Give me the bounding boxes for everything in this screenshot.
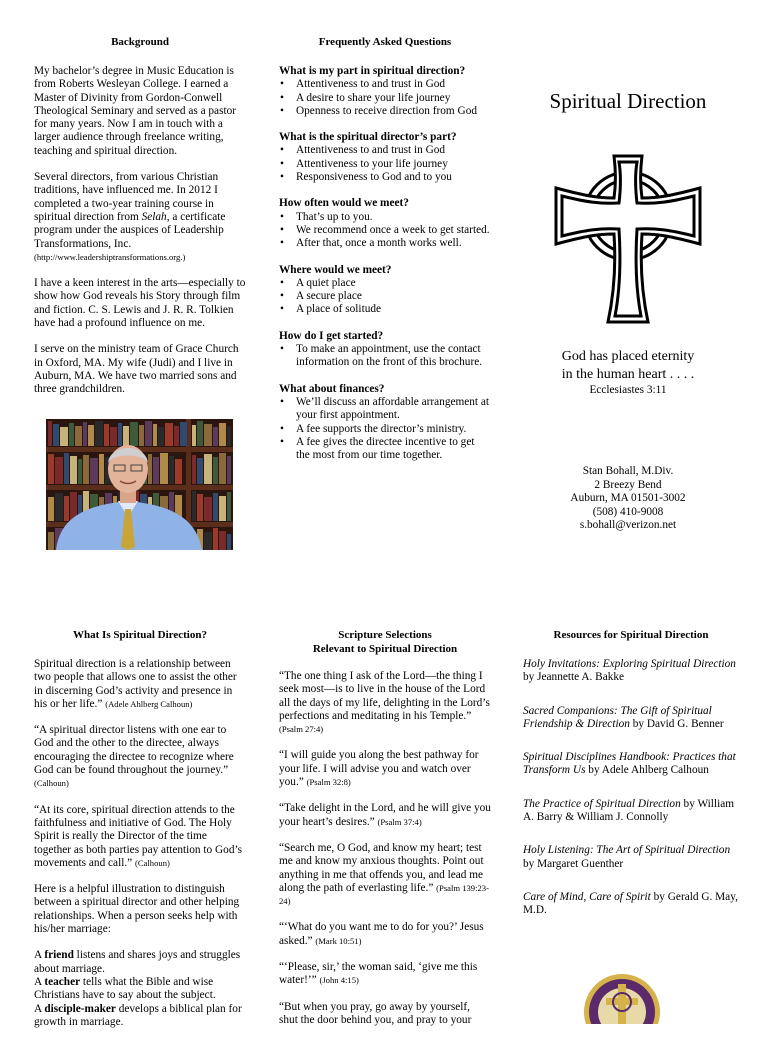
- faq-answer-list: [279, 78, 491, 118]
- faq-answer-item: • A desire to share your life journey: [279, 92, 491, 105]
- scripture-reference: (Psalm 37:4): [377, 816, 422, 827]
- scripture-list: [279, 670, 491, 1027]
- resource-item: [523, 891, 739, 918]
- background-heading: Background: [111, 36, 169, 48]
- role-teacher: A teacher tells what the Bible and wise Christians have to say about the subject.: [34, 975, 216, 1002]
- author-photo: [46, 419, 233, 550]
- resource-title: Holy Listening: The Art of Spiritual Direction: [523, 844, 731, 857]
- contact-street: 2 Breezy Bend: [594, 478, 662, 491]
- scripture-reference: (Psalm 139:23-24): [279, 882, 489, 907]
- scripture-reference: (John 4:15): [319, 975, 359, 986]
- faq-answer-list: [279, 211, 491, 251]
- resources-list: [523, 658, 739, 918]
- what-p3: “At its core, spiritual direction attends to the faithfulness and initiative of God. The Holy Spirit is really the Director of the time together as both parties pay attention to God’s movements and call.” (Calhoun): [34, 803, 243, 869]
- faq-answer-item: • Attentiveness to your life journey: [279, 158, 491, 171]
- contact-city: Auburn, MA 01501-3002: [570, 492, 686, 505]
- faq-answer-item: • A fee supports the director’s ministry.: [279, 423, 491, 436]
- background-panel: [34, 35, 246, 410]
- contact-phone[interactable]: (508) 410-9008: [592, 505, 664, 518]
- role-friend: A friend listens and shares joys and struggles about marriage.: [34, 949, 241, 975]
- resource-author: by Jeannette A. Bakke: [523, 671, 625, 684]
- background-p2: Several directors, from various Christian traditions, have influenced me. In 2012 I completed a two-year training course in spiritual direction from Selah, a certificate program under the auspices of Leadership Transformations, Inc. (http://www.leadershiptransformations.org.): [34, 171, 226, 262]
- emblem-icon: [582, 972, 662, 1024]
- resource-item: [523, 798, 739, 825]
- role-disciple-maker: A disciple-maker develops a biblical plan for growth in marriage.: [34, 1002, 242, 1028]
- what-p1: Spiritual direction is a relationship between two people that allows one to assist the other in discerning God’s activity and presence in his or her life.” (Adele Ahlberg Calhoun): [34, 658, 237, 710]
- faq-answer-item: • Attentiveness to and trust in God: [279, 144, 491, 157]
- brochure-title: Spiritual Direction: [549, 89, 707, 113]
- faq-question: What about finances?: [279, 382, 385, 395]
- verse-reference: Ecclesiastes 3:11: [589, 384, 667, 396]
- resources-panel: [523, 628, 739, 938]
- faq-heading: Frequently Asked Questions: [318, 36, 452, 48]
- faq-answer-item: • That’s up to you.: [279, 211, 491, 224]
- what-panel: [34, 628, 246, 1029]
- scripture-quote: “‘What do you want me to do for you?’ Jesus asked.” (Mark 10:51): [279, 921, 484, 947]
- scripture-quote: “Take delight in the Lord, and he will give you your heart’s desires.” (Psalm 37:4): [279, 802, 491, 828]
- faq-answer-list: [279, 343, 491, 370]
- scripture-quote: “But when you pray, go away by yourself, shut the door behind you, and pray to your: [279, 1000, 472, 1026]
- faq-question: Where would we meet?: [279, 263, 392, 276]
- verse-line-1: God has placed eternity: [561, 349, 695, 364]
- faq-answer-list: [279, 396, 491, 462]
- resource-author: by Gerald G. May, M.D.: [523, 890, 738, 917]
- scripture-quote: “The one thing I ask of the Lord—the thing I seek most—is to live in the house of the Lord all the days of my life, delighting in the Lord’s perfections and meditating in his Temple.” (Psalm 27:4): [279, 670, 490, 735]
- background-p4: I serve on the ministry team of Grace Church in Oxford, MA. My wife (Judi) and I live in Auburn, MA. We have two married sons and three grandchildren.: [34, 343, 239, 396]
- faq-answer-item: • A secure place: [279, 290, 491, 303]
- scripture-heading: Scripture Selections Relevant to Spiritual Direction: [312, 629, 458, 655]
- faq-question: What is the spiritual director’s part?: [279, 131, 457, 144]
- resource-author: by Adele Ahlberg Calhoun: [585, 764, 709, 777]
- scripture-quote: “I will guide you along the best pathway for your life. I will advise you and watch over you.” (Psalm 32:8): [279, 749, 479, 789]
- faq-answer-item: • A place of solitude: [279, 303, 491, 316]
- faq-question: How do I get started?: [279, 329, 384, 342]
- scripture-reference: (Mark 10:51): [315, 935, 362, 946]
- scripture-quote: “Search me, O God, and know my heart; test me and know my anxious thoughts. Point out anything in me that offends you, and lead me along the path of everlasting life.” (Psalm 139:23-24): [279, 841, 489, 907]
- faq-answer-list: [279, 144, 491, 184]
- resource-title: Care of Mind, Care of Spirit: [523, 890, 651, 903]
- faq-question: How often would we meet?: [279, 197, 409, 210]
- faq-answer-item: • To make an appointment, use the contact information on the front of this brochure.: [279, 343, 491, 370]
- resource-item: [523, 705, 739, 732]
- faq-question: What is my part in spiritual direction?: [279, 65, 466, 77]
- training-url: (http://www.leadershiptransformations.org.): [34, 251, 186, 262]
- verse-line-2: in the human heart . . . .: [561, 367, 695, 382]
- scripture-reference: (Psalm 27:4): [279, 724, 324, 735]
- contact-email[interactable]: s.bohall@verizon.net: [579, 519, 677, 532]
- what-heading: What Is Spiritual Direction?: [73, 629, 207, 641]
- contact-name: Stan Bohall, M.Div.: [582, 465, 674, 478]
- scripture-quote: “‘Please, sir,’ the woman said, ‘give me this water!’” (John 4:15): [279, 961, 478, 987]
- faq-answer-item: • A fee gives the directee incentive to get the most from our time together.: [279, 436, 491, 463]
- faq-answer-item: • We recommend once a week to get started.: [279, 224, 491, 237]
- background-p1: My bachelor’s degree in Music Education is from Roberts Wesleyan College. I earned a Master of Divinity from Gordon-Conwell Theological Seminary and served as a pastor for many years. Now I am in touch with a larger audience through freelance writing, teaching and spiritual direction.: [34, 65, 237, 157]
- faq-answer-item: • Openness to receive direction from God: [279, 105, 491, 118]
- resource-title: Holy Invitations: Exploring Spiritual Direction: [523, 658, 736, 670]
- faq-list: [279, 65, 491, 462]
- what-p4: Here is a helpful illustration to distinguish between a spiritual director and other helping relationships. When a person seeks help with his/her marriage:: [34, 883, 240, 936]
- scripture-reference: (Psalm 32:8): [306, 777, 351, 788]
- faq-answer-list: [279, 277, 491, 317]
- faq-answer-item: • A quiet place: [279, 277, 491, 290]
- faq-answer-item: • We’ll discuss an affordable arrangement at your first appointment.: [279, 396, 491, 423]
- resource-title: The Practice of Spiritual Direction: [523, 797, 681, 810]
- resource-item: [523, 844, 739, 871]
- scripture-panel: [279, 628, 491, 1040]
- celtic-cross-icon: [508, 154, 748, 324]
- faq-answer-item: • After that, once a month works well.: [279, 237, 491, 250]
- faq-answer-item: • Responsiveness to God and to you: [279, 171, 491, 184]
- resource-item: [523, 751, 739, 778]
- faq-answer-item: • Attentiveness to and trust in God: [279, 78, 491, 91]
- resource-title: Sacred Companions: The Gift of Spiritual Friendship & Direction: [523, 704, 712, 730]
- resources-heading: Resources for Spiritual Direction: [553, 629, 709, 641]
- faq-panel: [279, 35, 491, 475]
- resource-item: [523, 658, 739, 685]
- what-p2: “A spiritual director listens with one ear to God and the other to the directee, always encouraging the directee to recognize where God can be found throughout the journey.” (Calhoun): [34, 724, 234, 789]
- resource-author: by David G. Benner: [629, 717, 724, 730]
- contact-block: [508, 465, 748, 533]
- resource-title: Spiritual Disciplines Handbook: Practices that Transform Us: [523, 751, 736, 777]
- resource-author: by William A. Barry & William J. Connolly: [523, 797, 735, 824]
- resource-author: by Margaret Guenther: [523, 857, 624, 870]
- cover-panel: [508, 88, 748, 533]
- background-p3: I have a keen interest in the arts—especially to show how God reveals his Story through film and fiction. C. S. Lewis and J. R. R. Tolkien have had a profound influence on me.: [34, 277, 246, 330]
